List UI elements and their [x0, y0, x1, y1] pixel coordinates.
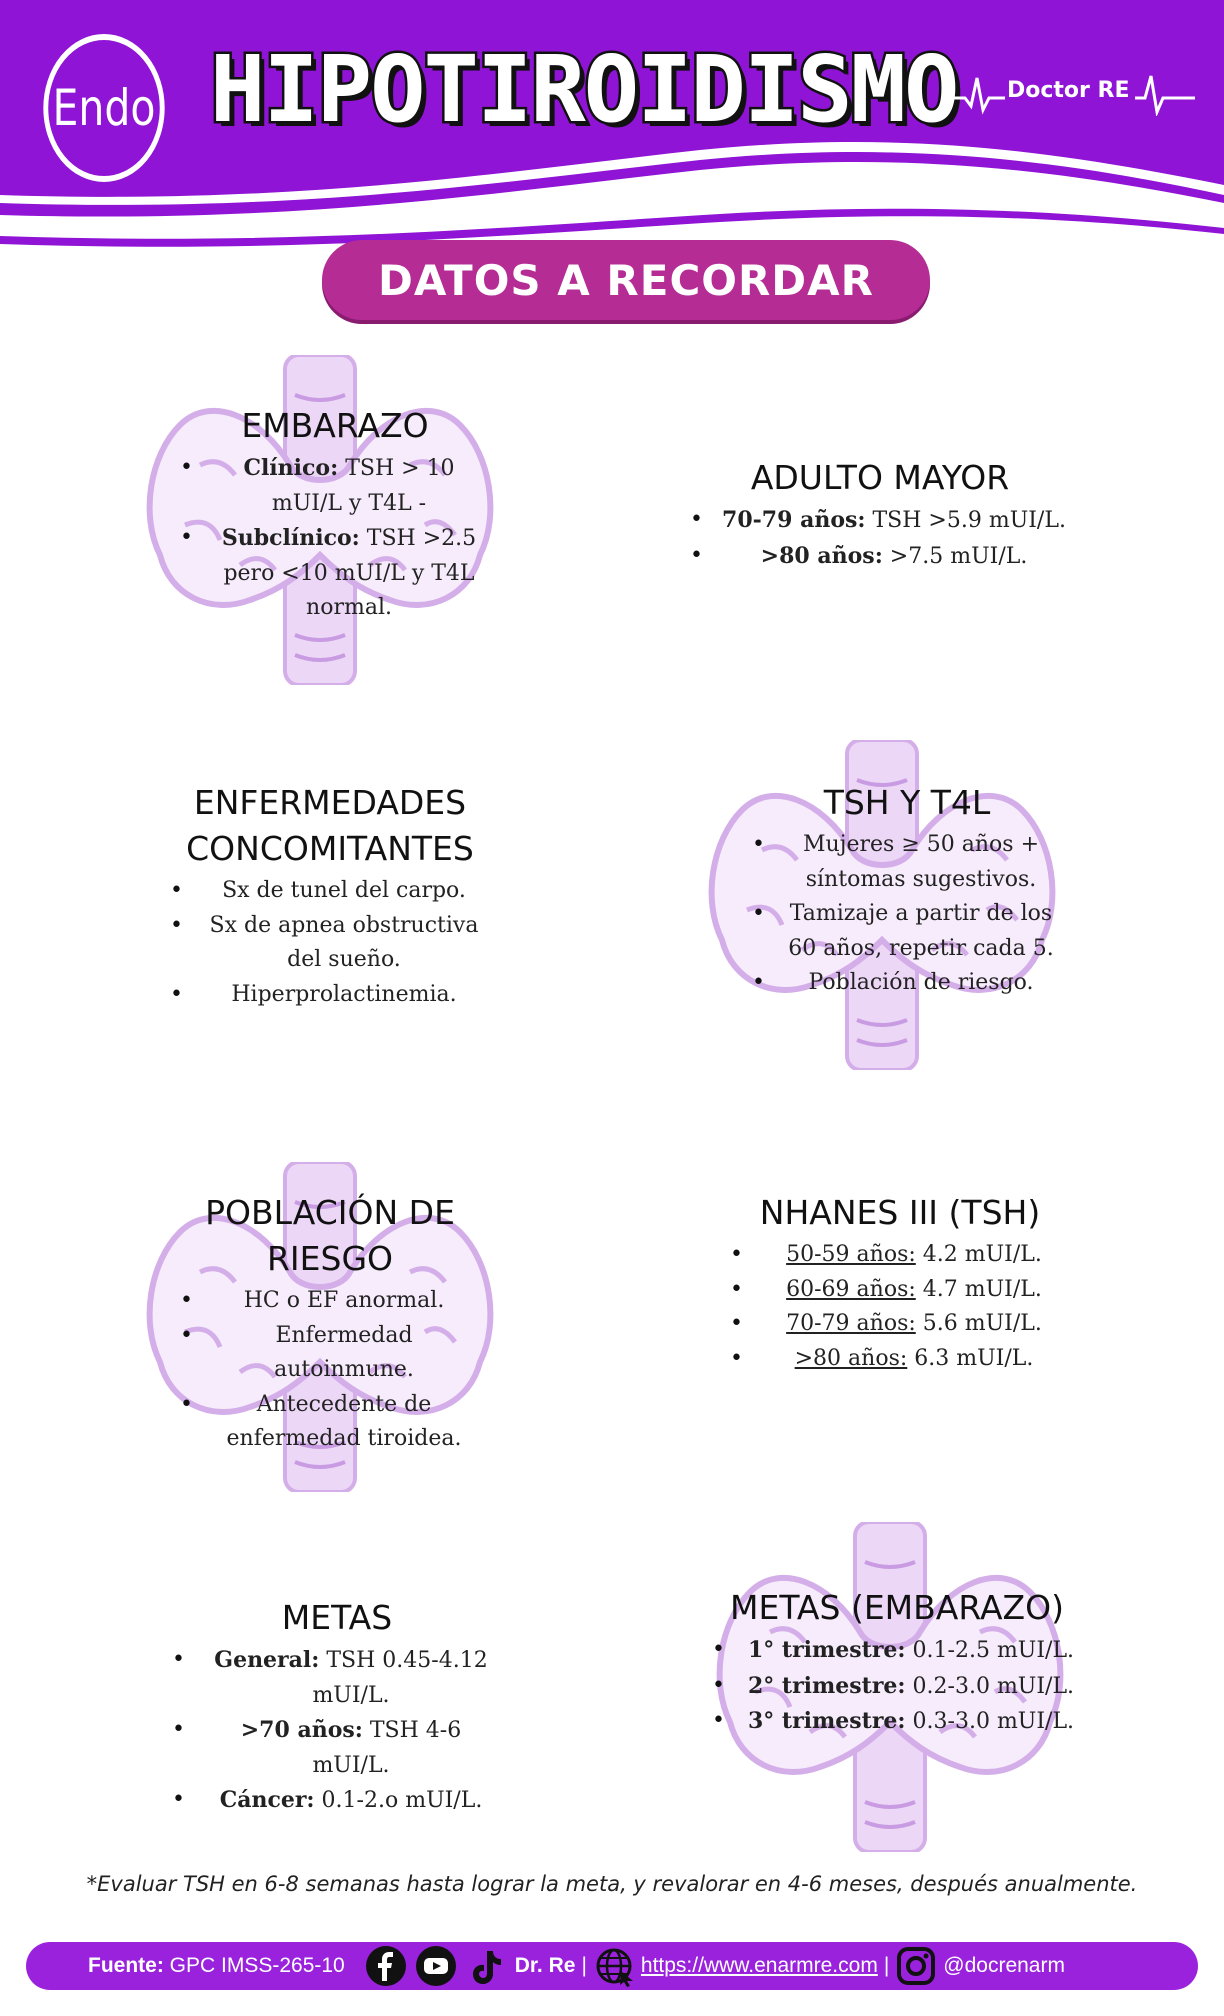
page-title: HIPOTIROIDISMO: [210, 36, 958, 143]
separator: |: [883, 1954, 890, 1977]
tiktok-icon[interactable]: [465, 1945, 507, 1987]
list-item: • 1° trimestre: 0.1-2.5 mUI/L.: [712, 1633, 1082, 1669]
enfermedades-list: [170, 874, 490, 1012]
list-item: • >70 años: TSH 4-6 mUI/L.: [172, 1713, 502, 1783]
author-name: Dr. Re: [514, 1954, 576, 1977]
list-item: • 2° trimestre: 0.2-3.0 mUI/L.: [712, 1669, 1082, 1705]
list-item: • Sx de apnea obstructiva del sueño.: [170, 909, 490, 978]
list-item: • 70-79 años: TSH >5.9 mUI/L.: [690, 503, 1070, 539]
poblacion-list: [180, 1284, 480, 1457]
section-title: METAS: [281, 1598, 393, 1637]
list-item: • >80 años: 6.3 mUI/L.: [730, 1342, 1070, 1377]
section-title: EMBARAZO: [241, 406, 429, 445]
list-item: • 50-59 años: 4.2 mUI/L.: [730, 1238, 1070, 1273]
brand-logo: [945, 72, 1195, 116]
footer-bar: [26, 1942, 1198, 1990]
section-metas: [172, 1595, 502, 1819]
nhanes-list: [730, 1238, 1070, 1376]
tsh-t4l-list: [752, 828, 1062, 1001]
section-tsh-t4l: [752, 780, 1062, 1001]
section-title: NHANES III (TSH): [759, 1193, 1041, 1232]
metas-list: [172, 1643, 502, 1819]
section-banner: DATOS A RECORDAR: [322, 240, 930, 320]
brand-name: Doctor RE: [1007, 78, 1130, 103]
instagram-icon[interactable]: [895, 1945, 937, 1987]
endo-badge: Endo: [43, 34, 164, 182]
youtube-icon[interactable]: [415, 1945, 457, 1987]
list-item: • Sx de tunel del carpo.: [170, 874, 490, 909]
list-item: • Tamizaje a partir de los 60 años, repetir cada 5.: [752, 897, 1062, 966]
list-item: • HC o EF anormal.: [180, 1284, 480, 1319]
list-item: • Enfermedad autoinmune.: [180, 1319, 480, 1388]
list-item: • 60-69 años: 4.7 mUI/L.: [730, 1273, 1070, 1308]
footnote: *Evaluar TSH en 6-8 semanas hasta lograr la meta, y revalorar en 4-6 meses, después anualmente.: [86, 1872, 1138, 1896]
source-citation: Fuente: GPC IMSS-265-10: [88, 1954, 345, 1977]
list-item: • General: TSH 0.45-4.12 mUI/L.: [172, 1643, 502, 1713]
globe-icon: [593, 1945, 635, 1987]
list-item: • 3° trimestre: 0.3-3.0 mUI/L.: [712, 1704, 1082, 1740]
list-item: • >80 años: >7.5 mUI/L.: [690, 539, 1070, 575]
section-poblacion-riesgo: [180, 1190, 480, 1457]
list-item: • Antecedente de enfermedad tiroidea.: [180, 1388, 480, 1457]
list-item: • Mujeres ≥ 50 años + síntomas sugestivos.: [752, 828, 1062, 897]
section-title: TSH Y T4L: [823, 783, 991, 822]
section-enfermedades-concomitantes: [170, 780, 490, 1012]
website-link[interactable]: https://www.enarmre.com: [640, 1954, 878, 1977]
list-item: • 70-79 años: 5.6 mUI/L.: [730, 1307, 1070, 1342]
section-title: ADULTO MAYOR: [750, 458, 1010, 497]
list-item: • Población de riesgo.: [752, 966, 1062, 1001]
separator: |: [581, 1954, 587, 1977]
list-item: • Subclínico: TSH >2.5 pero <10 mUI/L y T4L normal.: [180, 521, 490, 626]
section-nhanes: [730, 1190, 1070, 1376]
section-embarazo: [180, 403, 490, 626]
facebook-icon[interactable]: [365, 1945, 407, 1987]
section-title: METAS (EMBARAZO): [730, 1588, 1064, 1627]
embarazo-list: [180, 451, 490, 626]
section-title: POBLACIÓN DE RIESGO: [205, 1193, 455, 1278]
section-title: ENFERMEDADES CONCOMITANTES: [186, 783, 474, 868]
section-adulto-mayor: [690, 455, 1070, 574]
section-metas-embarazo: [712, 1585, 1082, 1740]
list-item: • Cáncer: 0.1-2.o mUI/L.: [172, 1783, 502, 1819]
instagram-handle[interactable]: @docrenarm: [943, 1954, 1065, 1977]
adulto-mayor-list: [690, 503, 1070, 574]
list-item: • Clínico: TSH > 10 mUI/L y T4L -: [180, 451, 490, 521]
metas-embarazo-list: [712, 1633, 1082, 1740]
list-item: • Hiperprolactinemia.: [170, 978, 490, 1013]
header: [0, 0, 1224, 260]
